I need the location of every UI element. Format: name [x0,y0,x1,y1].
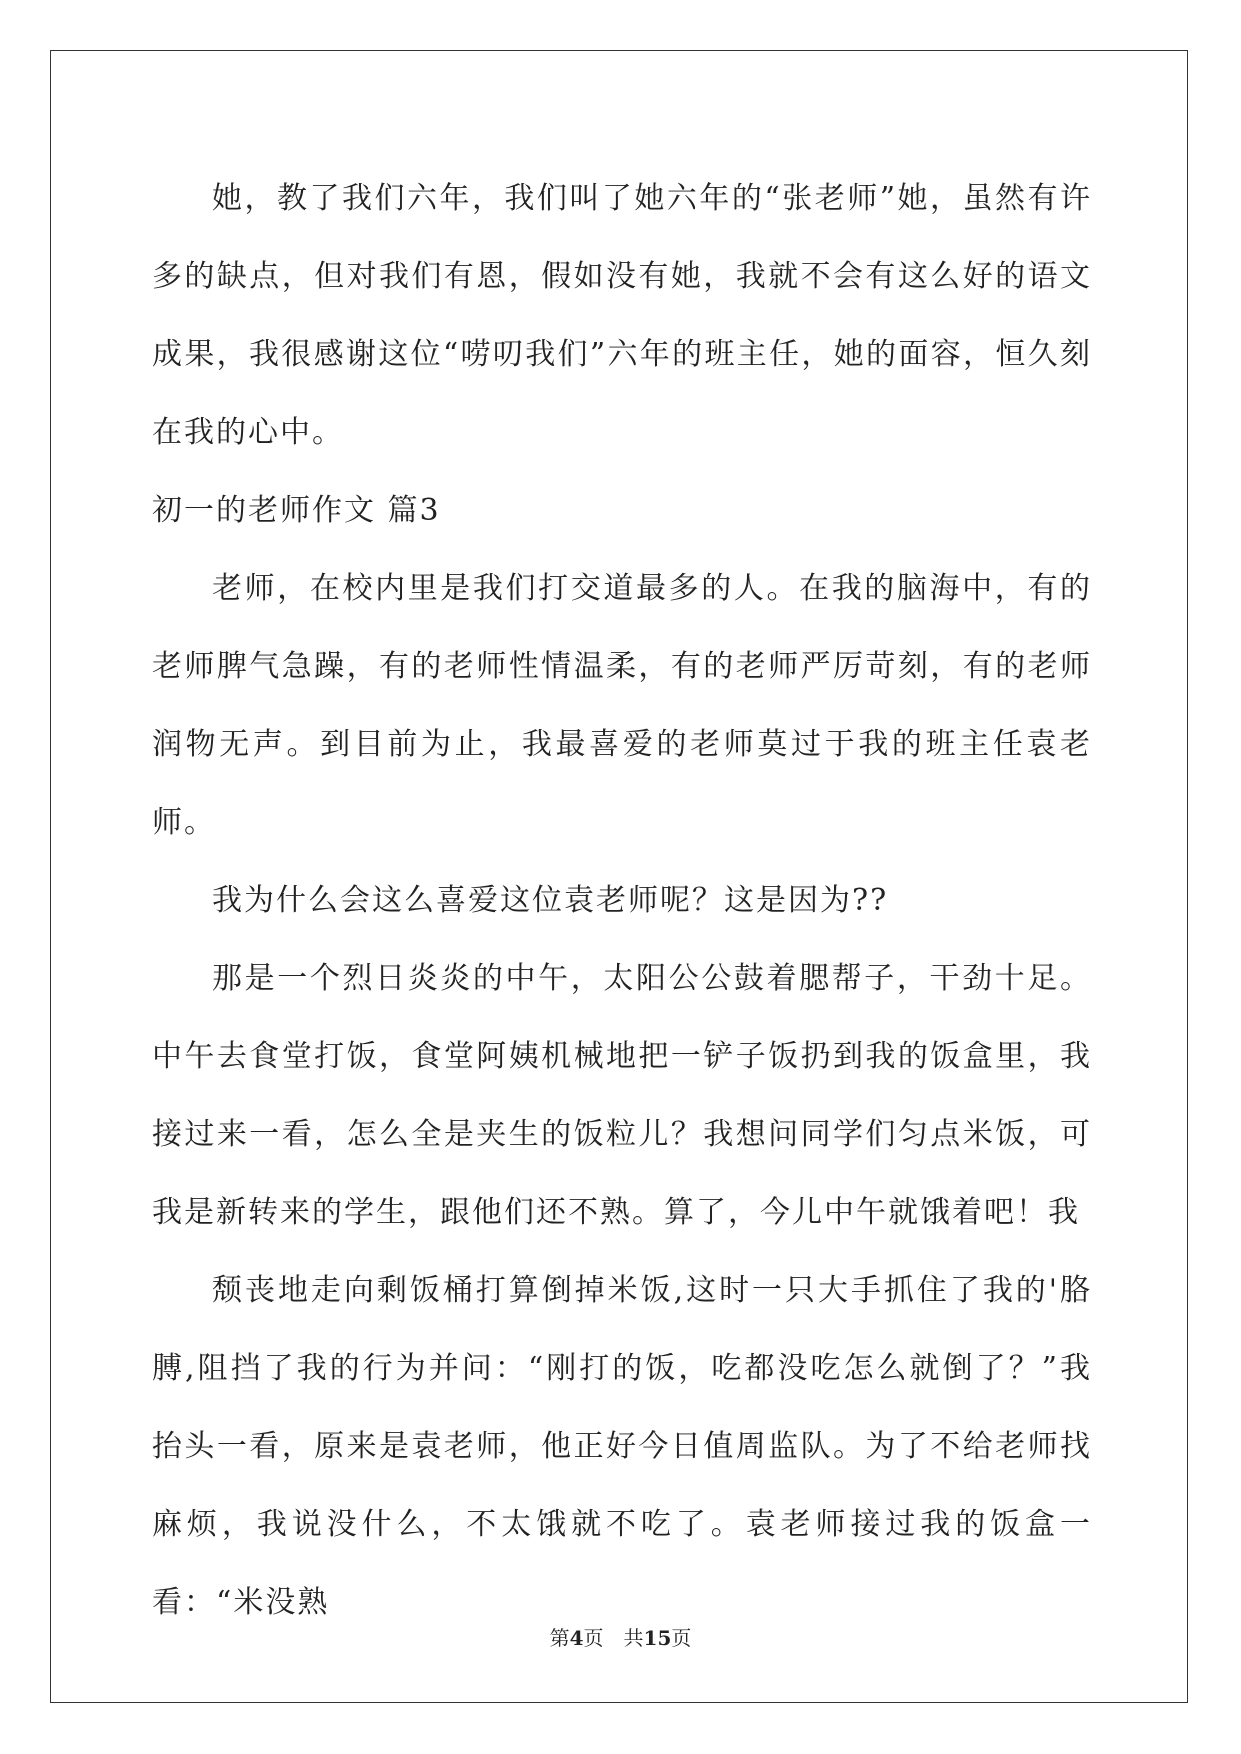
footer-total-unit: 页 [671,1626,692,1650]
document-body [152,160,1092,1642]
current-page-number: 4 [569,1626,584,1650]
total-pages-number: 15 [643,1626,672,1650]
paragraph: 颓丧地走向剩饭桶打算倒掉米饭,这时一只大手抓住了我的'胳膊,阻挡了我的行为并问：“刚打的饭，吃都没吃怎么就倒了？”我抬头一看，原来是袁老师，他正好今日值周监队。为了不给老师找麻烦，我说没什么，不太饿就不吃了。袁老师接过我的饭盒一看：“米没熟 [152,1273,1092,1620]
paragraph: 那是一个烈日炎炎的中午，太阳公公鼓着腮帮子，干劲十足。中午去食堂打饭，食堂阿姨机械地把一铲子饭扔到我的饭盒里，我接过来一看，怎么全是夹生的饭粒儿？我想问同学们匀点米饭，可我是新转来的学生，跟他们还不熟。算了，今儿中午就饿着吧！我 [152,961,1092,1230]
paragraph: 我为什么会这么喜爱这位袁老师呢？这是因为?? [212,883,889,918]
paragraph: 老师，在校内里是我们打交道最多的人。在我的脑海中，有的老师脾气急躁，有的老师性情温柔，有的老师严厉苛刻，有的老师润物无声。到目前为止，我最喜爱的老师莫过于我的班主任袁老师。 [152,571,1092,840]
footer-total-prefix: 共 [623,1626,644,1650]
section-heading: 初一的老师作文 篇3 [152,493,441,528]
page-footer [0,1624,1241,1652]
footer-page-unit: 页 [583,1626,604,1650]
footer-prefix: 第 [549,1626,570,1650]
paragraph: 她，教了我们六年，我们叫了她六年的“张老师”她，虽然有许多的缺点，但对我们有恩，假如没有她，我就不会有这么好的语文成果，我很感谢这位“唠叨我们”六年的班主任，她的面容，恒久刻在我的心中。 [152,181,1092,450]
